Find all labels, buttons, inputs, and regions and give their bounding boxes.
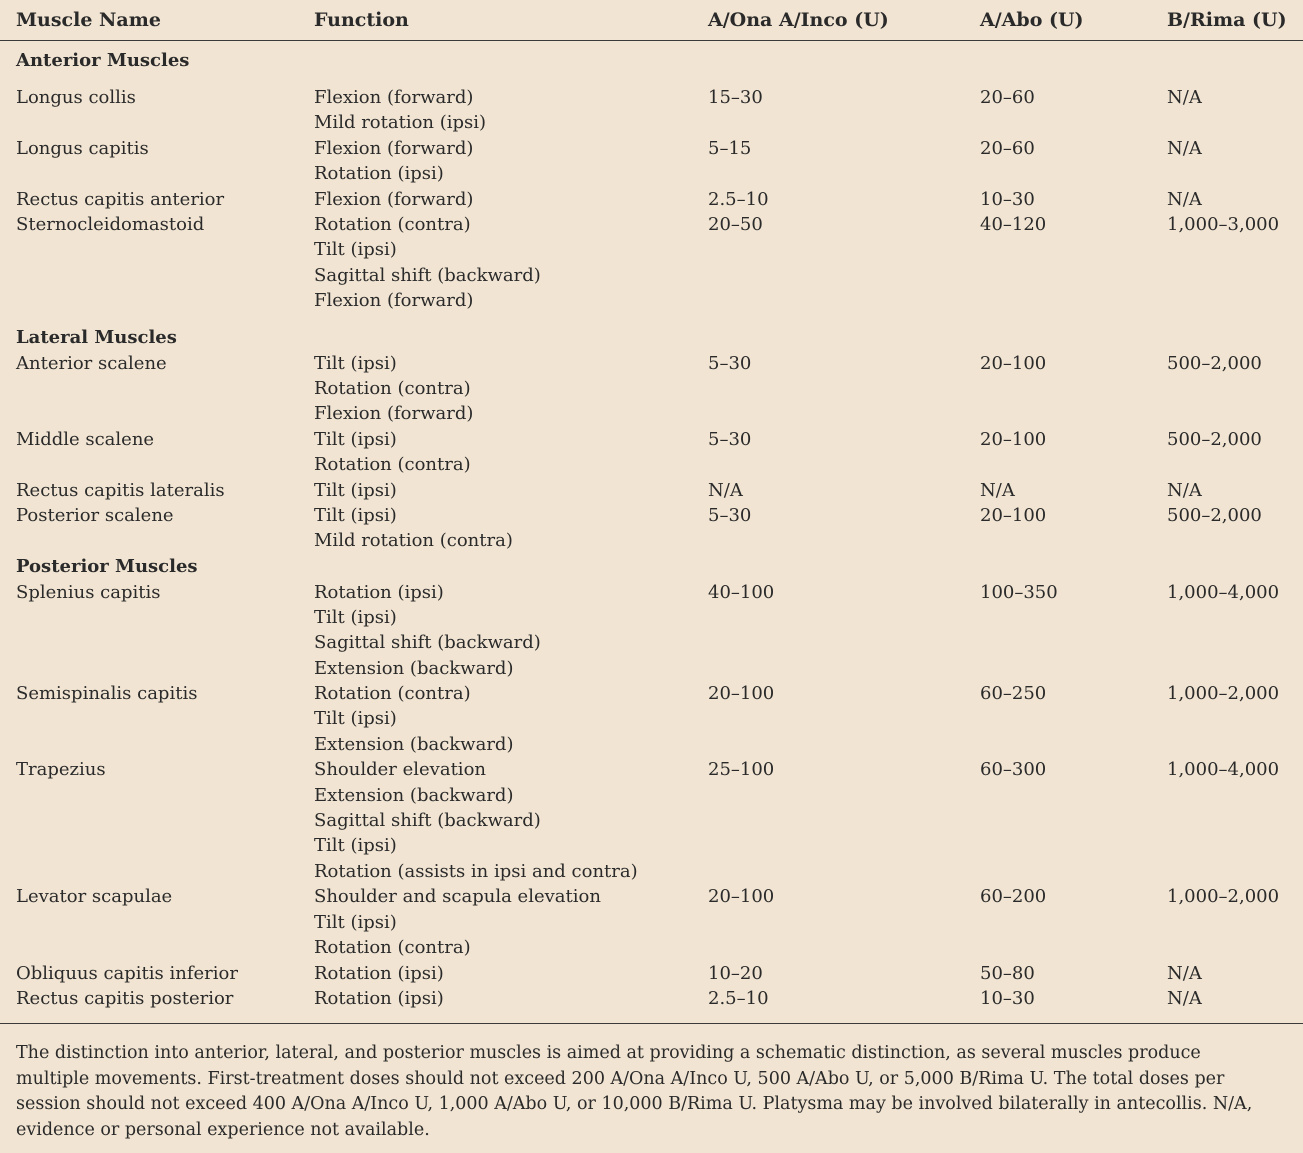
function-line: Tilt (ipsi) xyxy=(314,352,397,374)
abo-dose-cell: 20–100 xyxy=(980,352,1047,374)
abo-dose-cell: 60–250 xyxy=(980,683,1047,705)
rima-dose-cell: 500–2,000 xyxy=(1167,352,1262,374)
function-cell xyxy=(314,886,601,962)
function-line: Rotation (assists in ipsi and contra) xyxy=(314,860,638,882)
ona-inco-dose-cell: 5–15 xyxy=(708,137,752,159)
abo-dose-cell: 10–30 xyxy=(980,188,1035,210)
function-cell xyxy=(314,138,473,189)
section-title: Lateral Muscles xyxy=(16,327,177,348)
table-footnote: The distinction into anterior, lateral, and posterior muscles is aimed at providing a schematic distinction, as several muscles produce multiple movements. First-treatment doses should not exceed 200 A/Ona A/Inco U, 500 A/Abo U, or 5,000 B/Rima U. The total doses per session should not exceed 400 A/Ona A/Inco U, 1,000 A/Abo U, or 10,000 B/Rima U. Platysma may be involved bilaterally in antecollis. N/A, evidence or personal experience not available. xyxy=(16,1043,1253,1140)
muscle-name-cell: Obliquus capitis inferior xyxy=(16,962,238,984)
function-line: Rotation (contra) xyxy=(314,937,471,959)
abo-dose-cell: 100–350 xyxy=(980,581,1058,603)
function-line: Tilt (ipsi) xyxy=(314,479,397,501)
function-line: Rotation (ipsi) xyxy=(314,581,444,603)
header-ona-inco-units: A/Ona A/Inco (U) xyxy=(708,9,889,31)
ona-inco-dose-cell: 20–50 xyxy=(708,214,763,235)
function-line: Rotation (contra) xyxy=(314,683,471,705)
muscle-name-cell: Anterior scalene xyxy=(16,352,167,374)
muscle-name-cell: Rectus capitis anterior xyxy=(16,188,225,210)
function-line: Extension (backward) xyxy=(314,657,514,679)
rima-dose-cell: N/A xyxy=(1167,962,1202,984)
abo-dose-cell: 40–120 xyxy=(980,214,1047,235)
function-line: Rotation (contra) xyxy=(314,377,471,399)
header-muscle-name: Muscle Name xyxy=(16,9,161,31)
muscle-name-cell: Sternocleidomastoid xyxy=(16,214,205,235)
function-cell xyxy=(314,429,471,480)
function-cell xyxy=(314,353,473,429)
muscle-name-cell: Trapezius xyxy=(16,759,106,781)
abo-dose-cell: 20–60 xyxy=(980,87,1035,108)
rima-dose-cell: N/A xyxy=(1167,188,1202,210)
function-line: Rotation (contra) xyxy=(314,214,471,235)
ona-inco-dose-cell: 5–30 xyxy=(708,504,752,526)
muscle-name-cell: Rectus capitis posterior xyxy=(16,987,234,1009)
ona-inco-dose-cell: 25–100 xyxy=(708,759,775,781)
function-line: Rotation (ipsi) xyxy=(314,163,444,185)
function-cell xyxy=(314,963,444,988)
ona-inco-dose-cell: 20–100 xyxy=(708,886,775,908)
abo-dose-cell: N/A xyxy=(980,479,1015,501)
muscle-name-cell: Posterior scalene xyxy=(16,504,174,526)
abo-dose-cell: 20–100 xyxy=(980,504,1047,526)
function-line: Tilt (ipsi) xyxy=(314,835,397,857)
header-rima-units: B/Rima (U) xyxy=(1167,9,1287,31)
rima-dose-cell: 1,000–2,000 xyxy=(1167,683,1280,705)
rima-dose-cell: N/A xyxy=(1167,137,1202,159)
muscle-name-cell: Rectus capitis lateralis xyxy=(16,479,225,501)
function-line: Rotation (contra) xyxy=(314,454,471,476)
rima-dose-cell: 1,000–4,000 xyxy=(1167,581,1280,603)
rima-dose-cell: 1,000–2,000 xyxy=(1167,886,1280,908)
function-cell xyxy=(314,759,638,886)
function-line: Tilt (ipsi) xyxy=(314,606,397,628)
abo-dose-cell: 20–60 xyxy=(980,137,1035,159)
table-bottom-rule xyxy=(0,1023,1303,1024)
function-line: Mild rotation (contra) xyxy=(314,530,513,552)
function-line: Flexion (forward) xyxy=(314,137,474,159)
ona-inco-dose-cell: 10–20 xyxy=(708,962,763,984)
rima-dose-cell: N/A xyxy=(1167,479,1202,501)
muscle-name-cell: Levator scapulae xyxy=(16,886,173,908)
function-line: Sagittal shift (backward) xyxy=(314,264,541,286)
function-cell xyxy=(314,87,486,138)
function-line: Flexion (forward) xyxy=(314,290,474,312)
rima-dose-cell: N/A xyxy=(1167,87,1202,108)
function-cell xyxy=(314,988,444,1013)
muscle-name-cell: Semispinalis capitis xyxy=(16,683,198,705)
function-line: Tilt (ipsi) xyxy=(314,428,397,450)
function-line: Flexion (forward) xyxy=(314,188,474,210)
ona-inco-dose-cell: 40–100 xyxy=(708,581,775,603)
ona-inco-dose-cell: 20–100 xyxy=(708,683,775,705)
function-line: Extension (backward) xyxy=(314,784,514,806)
function-line: Shoulder and scapula elevation xyxy=(314,886,601,908)
function-line: Sagittal shift (backward) xyxy=(314,810,541,832)
ona-inco-dose-cell: 5–30 xyxy=(708,428,752,450)
abo-dose-cell: 60–200 xyxy=(980,886,1047,908)
muscle-name-cell: Longus collis xyxy=(16,87,136,108)
function-line: Sagittal shift (backward) xyxy=(314,632,541,654)
function-cell xyxy=(314,683,513,759)
muscle-name-cell: Splenius capitis xyxy=(16,581,161,603)
function-cell xyxy=(314,214,541,316)
abo-dose-cell: 60–300 xyxy=(980,759,1047,781)
abo-dose-cell: 50–80 xyxy=(980,962,1035,984)
abo-dose-cell: 20–100 xyxy=(980,428,1047,450)
ona-inco-dose-cell: 2.5–10 xyxy=(708,987,769,1009)
function-line: Tilt (ipsi) xyxy=(314,708,397,730)
function-line: Tilt (ipsi) xyxy=(314,239,397,261)
header-function: Function xyxy=(314,9,409,31)
function-line: Flexion (forward) xyxy=(314,403,474,425)
abo-dose-cell: 10–30 xyxy=(980,987,1035,1009)
muscle-name-cell: Longus capitis xyxy=(16,137,149,159)
function-cell xyxy=(314,189,473,214)
header-abo-units: A/Abo (U) xyxy=(980,9,1084,31)
ona-inco-dose-cell: N/A xyxy=(708,479,743,501)
function-line: Shoulder elevation xyxy=(314,759,486,781)
section-title: Anterior Muscles xyxy=(16,50,190,71)
ona-inco-dose-cell: 2.5–10 xyxy=(708,188,769,210)
function-cell xyxy=(314,582,541,684)
ona-inco-dose-cell: 15–30 xyxy=(708,87,763,108)
section-title: Posterior Muscles xyxy=(16,556,198,577)
rima-dose-cell: N/A xyxy=(1167,987,1202,1009)
rima-dose-cell: 500–2,000 xyxy=(1167,504,1262,526)
rima-dose-cell: 1,000–4,000 xyxy=(1167,759,1280,781)
function-line: Mild rotation (ipsi) xyxy=(314,112,487,134)
function-line: Flexion (forward) xyxy=(314,87,474,108)
muscle-name-cell: Middle scalene xyxy=(16,428,155,450)
function-line: Tilt (ipsi) xyxy=(314,504,397,526)
rima-dose-cell: 500–2,000 xyxy=(1167,428,1262,450)
function-line: Extension (backward) xyxy=(314,733,514,755)
ona-inco-dose-cell: 5–30 xyxy=(708,352,752,374)
function-line: Rotation (ipsi) xyxy=(314,987,444,1009)
rima-dose-cell: 1,000–3,000 xyxy=(1167,214,1280,235)
function-line: Rotation (ipsi) xyxy=(314,962,444,984)
function-line: Tilt (ipsi) xyxy=(314,911,397,933)
function-cell xyxy=(314,480,397,505)
function-cell xyxy=(314,505,513,556)
